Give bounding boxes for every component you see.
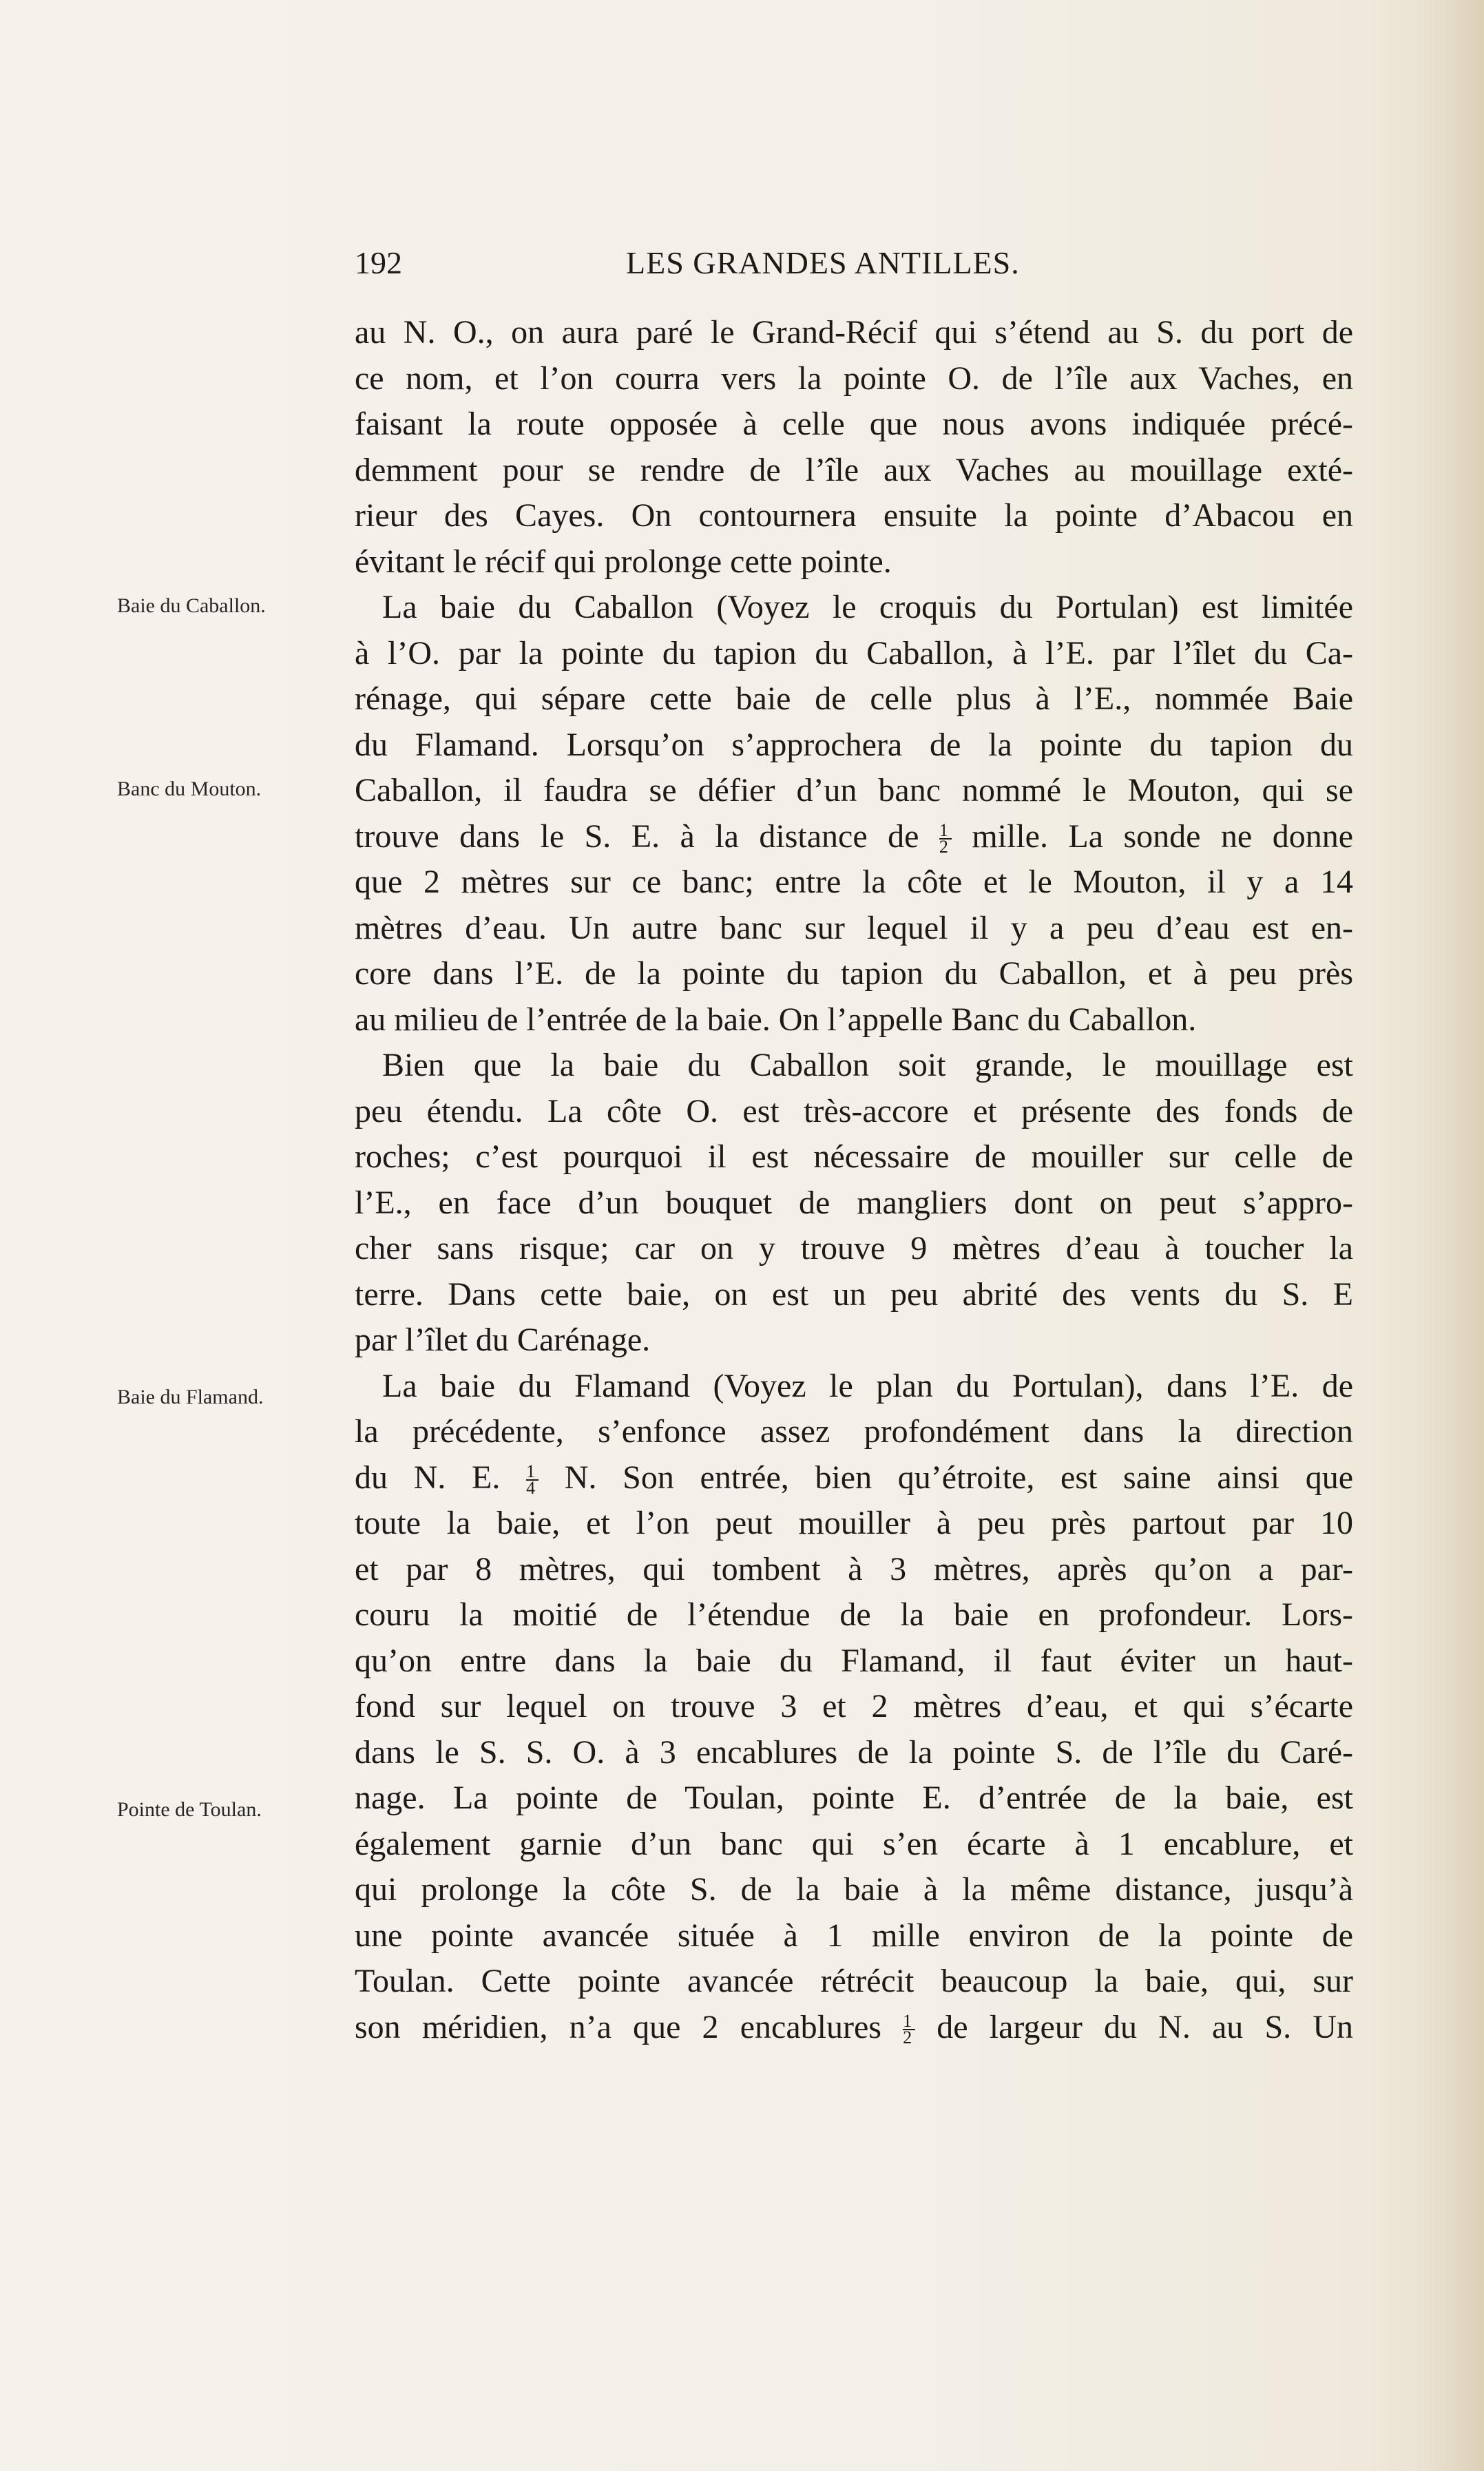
text-line: toute la baie, et l’on peut mouiller à peu près partout par 10 [355,1505,1353,1541]
text-line: La baie du Flamand (Voyez le plan du Portulan), dans l’E. de [382,1367,1353,1404]
text-line: Bien que la baie du Caballon soit grande, le mouillage est [382,1047,1353,1083]
text-line: cher sans risque; car on y trouve 9 mètres d’eau à toucher la [355,1230,1353,1266]
margin-note-banc-du-mouton: Banc du Mouton. [117,778,262,800]
text-line: faisant la route opposée à celle que nous avons indiquée précé- [355,406,1353,442]
fraction-numerator: 1 [903,2014,915,2030]
text-line: core dans l’E. de la pointe du tapion du Caballon, et à peu près [355,955,1353,992]
text-line: et par 8 mètres, qui tombent à 3 mètres, après qu’on a par- [355,1550,1353,1587]
text-line: au milieu de l’entrée de la baie. On l’appelle Banc du Caballon. [355,1001,1197,1038]
page-header [355,242,1353,284]
text-line: rieur des Cayes. On contournera ensuite la pointe d’Abacou en [355,497,1353,534]
text-line: peu étendu. La côte O. est très-accore et présente des fonds de [355,1092,1353,1129]
fraction-one-quarter [526,1461,539,1499]
fraction-one-half [939,820,952,857]
fraction-denominator: 2 [939,837,948,857]
text-line: qu’on entre dans la baie du Flamand, il faut éviter un haut- [355,1642,1353,1679]
text-line: fond sur lequel on trouve 3 et 2 mètres d’eau, et qui s’écarte [355,1688,1353,1724]
text-line: nage. La pointe de Toulan, pointe E. d’entrée de la baie, est [355,1780,1353,1816]
margin-note-baie-du-caballon: Baie du Caballon. [117,594,266,617]
text-line: mètres d’eau. Un autre banc sur lequel il y a peu d’eau est en- [355,909,1353,946]
text-line: au N. O., on aura paré le Grand-Récif qui s’étend au S. du port de [355,314,1353,351]
text-line: rénage, qui sépare cette baie de celle plus à l’E., nommée Baie [355,680,1353,717]
margin-note-pointe-de-toulan: Pointe de Toulan. [117,1798,262,1821]
text-line: évitant le récif qui prolonge cette pointe. [355,543,892,580]
margin-note-baie-du-flamand: Baie du Flamand. [117,1386,264,1408]
text-line-with-fraction [355,814,1353,860]
text-line: demment pour se rendre de l’île aux Vaches au mouillage exté- [355,451,1353,488]
text-line: également garnie d’un banc qui s’en écarte à 1 encablure, et [355,1825,1353,1862]
text-line: ce nom, et l’on courra vers la pointe O. de l’île aux Vaches, en [355,359,1353,397]
text-segment: de largeur du N. au S. Un [937,2008,1353,2045]
text-segment: son méridien, n’a que 2 encablures [355,2008,881,2045]
text-line: qui prolonge la côte S. de la baie à la même distance, jusqu’à [355,1871,1353,1908]
text-line: la précédente, s’enfonce assez profondément dans la direction [355,1413,1353,1450]
text-line-with-fraction [355,2005,1353,2051]
text-segment: mille. La sonde ne donne [972,817,1353,855]
text-line: une pointe avancée située à 1 mille environ de la pointe de [355,1917,1353,1954]
body-text [355,310,1353,2050]
fraction-denominator: 4 [526,1478,536,1499]
text-line-with-fraction [355,1455,1353,1501]
fraction-denominator: 2 [903,2027,912,2048]
text-line: du Flamand. Lorsqu’on s’approchera de la pointe du tapion du [355,726,1353,763]
text-segment: trouve dans le S. E. à la distance de [355,817,919,855]
page-edge-shadow [1422,0,1484,2471]
fraction-one-half [903,2011,915,2048]
fraction-numerator: 1 [526,1464,539,1481]
text-line: terre. Dans cette baie, on est un peu abrité des vents du S. E [355,1275,1353,1313]
running-title: LES GRANDES ANTILLES. [626,245,1020,280]
text-line: roches; c’est pourquoi il est nécessaire de mouiller sur celle de [355,1138,1353,1175]
fraction-numerator: 1 [939,823,952,840]
text-line: que 2 mètres sur ce banc; entre la côte et le Mouton, il y a 14 [355,864,1353,900]
page-number: 192 [355,245,402,280]
text-line: Toulan. Cette pointe avancée rétrécit beaucoup la baie, qui, sur [355,1963,1353,1999]
text-line: dans le S. S. O. à 3 encablures de la pointe S. de l’île du Caré- [355,1733,1353,1771]
text-line: l’E., en face d’un bouquet de mangliers dont on peut s’appro- [355,1184,1353,1221]
text-line: La baie du Caballon (Voyez le croquis du Portulan) est limitée [382,589,1353,625]
text-line: Caballon, il faudra se défier d’un banc nommé le Mouton, qui se [355,772,1353,809]
text-segment: du N. E. [355,1459,501,1496]
text-segment: N. Son entrée, bien qu’étroite, est saine ainsi que [564,1459,1353,1496]
text-line: couru la moitié de l’étendue de la baie en profondeur. Lors- [355,1596,1353,1633]
text-line: par l’îlet du Carénage. [355,1322,651,1358]
text-line: à l’O. par la pointe du tapion du Caballon, à l’E. par l’îlet du Ca- [355,634,1353,671]
